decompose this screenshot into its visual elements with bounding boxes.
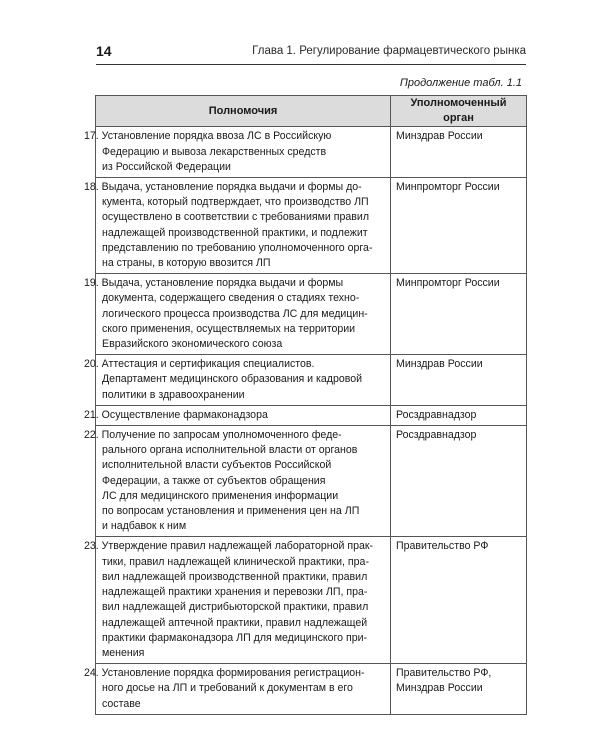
authority-cell <box>391 178 527 274</box>
table-row <box>96 537 527 664</box>
power-text-line: надлежащей производственной практики, и подлежит <box>102 226 368 239</box>
column-header-powers: Полномочия <box>96 96 391 127</box>
power-text-line: надлежащей аптечной практики, правил надлежащей <box>102 616 368 629</box>
power-text-line: 23. Утверждение правил надлежащей лабораторной прак- <box>84 540 374 553</box>
authority-text-line: Правительство РФ <box>396 540 489 553</box>
power-cell <box>84 537 391 664</box>
table-row <box>96 274 527 355</box>
authority-text-line: Минздрав России <box>396 130 483 143</box>
authority-text-line: Минпромторг России <box>396 181 500 194</box>
table-body <box>84 127 527 714</box>
power-text-line: тики, правил надлежащей клинической практики, пра- <box>102 555 369 568</box>
power-text-line: Федерацию и вывоза лекарственных средств <box>102 145 327 158</box>
authority-text-line: Росздравнадзор <box>396 429 477 442</box>
power-text-line: 17. Установление порядка ввоза ЛС в Российскую <box>84 130 332 143</box>
table-row <box>96 355 527 406</box>
authority-text-line: Правительство РФ, <box>396 667 492 680</box>
authority-cell <box>391 405 527 425</box>
table-row <box>96 178 527 274</box>
power-text-line: Департамент медицинского образования и кадровой <box>102 373 363 386</box>
authority-text-line: Росздравнадзор <box>396 408 477 421</box>
table-row <box>96 405 527 425</box>
authority-cell <box>391 537 527 664</box>
power-text-line: и надбавок к ним <box>102 520 187 533</box>
table-continuation-label: Продолжение табл. 1.1 <box>399 77 522 89</box>
authority-text-line: Минпромторг России <box>396 277 500 290</box>
power-text-line: логического процесса производства ЛС для медицин- <box>102 307 368 320</box>
power-cell <box>84 405 391 425</box>
power-text-line: Евразийского экономического союза <box>102 338 283 351</box>
power-text-line: ского применения, осуществляемых на территории <box>102 322 356 335</box>
power-text-line: осуществлено в соответствии с требованиями правил <box>102 211 370 224</box>
authority-cell <box>391 355 527 406</box>
power-text-line: из Российской Федерации <box>102 160 231 173</box>
power-cell <box>84 426 391 537</box>
power-text-line: Федерации, а также от субъектов обращения <box>102 474 326 487</box>
power-text-line: 21. Осуществление фармаконадзора <box>84 408 268 421</box>
table-header-row <box>96 96 527 127</box>
power-cell <box>84 178 391 274</box>
power-text-line: практики фармаконадзора ЛП для медицинского при- <box>102 631 368 644</box>
authority-text-line: Минздрав России <box>396 358 483 371</box>
power-text-line: представлению по требованию уполномоченного орга- <box>102 241 373 254</box>
power-text-line: по вопросам установления и применения цен на ЛП <box>102 505 360 518</box>
power-text-line: 24. Установление порядка формирования регистрацион- <box>84 667 365 680</box>
power-text-line: политики в здравоохранении <box>102 388 245 401</box>
power-text-line: надлежащей практики хранения и перевозки ЛП, пра- <box>102 586 368 599</box>
authority-text-line: Минздрав России <box>396 682 483 695</box>
power-text-line: ЛС для медицинского применения информации <box>102 489 339 502</box>
power-text-line: 20. Аттестация и сертификация специалистов. <box>84 358 315 371</box>
table-row <box>96 664 527 715</box>
power-text-line: составе <box>102 697 141 710</box>
authority-cell <box>391 274 527 355</box>
power-cell <box>84 127 391 178</box>
table-row <box>96 426 527 537</box>
power-text-line: 18. Выдача, установление порядка выдачи и формы до- <box>84 181 362 194</box>
power-text-line: 19. Выдача, установление порядка выдачи и формы <box>84 277 344 290</box>
power-text-line: документа, содержащего сведения о стадиях техно- <box>102 292 360 305</box>
power-text-line: вил надлежащей производственной практики, правил <box>102 570 368 583</box>
power-text-line: исполнительной власти субъектов Российской <box>102 459 332 472</box>
power-text-line: вил надлежащей дистрибьюторской практики, правил <box>102 601 369 614</box>
page-number: 14 <box>96 43 112 59</box>
authority-cell <box>391 664 527 715</box>
power-cell <box>84 664 391 715</box>
power-cell <box>84 274 391 355</box>
power-text-line: рального органа исполнительной власти от органов <box>102 444 358 457</box>
powers-table <box>84 95 527 715</box>
authority-cell <box>391 127 527 178</box>
power-text-line: на страны, в которую ввозится ЛП <box>102 257 271 270</box>
authority-cell <box>391 426 527 537</box>
power-text-line: кумента, который подтверждает, что производство ЛП <box>102 196 369 209</box>
power-text-line: 22. Получение по запросам уполномоченного федe- <box>84 429 342 442</box>
header-divider <box>96 64 526 65</box>
column-header-authority: Уполномоченный орган <box>391 96 527 127</box>
power-text-line: ного досье на ЛП и требований к документам в его <box>102 682 353 695</box>
power-text-line: менения <box>102 646 145 659</box>
chapter-title: Глава 1. Регулирование фармацевтического рынка <box>252 45 526 57</box>
table-row <box>96 127 527 178</box>
power-cell <box>84 355 391 406</box>
